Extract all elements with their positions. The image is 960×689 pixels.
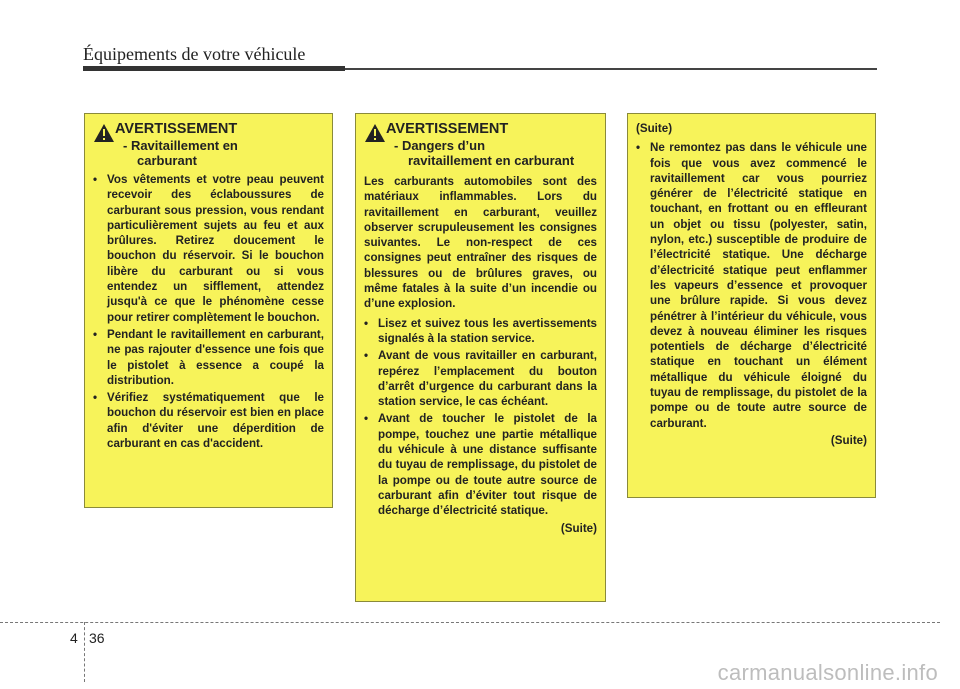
list-item: • Avant de vous ravitailler en carburant, repérez l’emplacement du bouton d’arrêt d’urgence du carburant dans la station service, le cas échéant. — [364, 348, 597, 409]
warning-triangle-icon — [93, 123, 115, 143]
header-bar — [83, 66, 345, 71]
continued-lead: (Suite) — [636, 122, 673, 135]
continued-label: (Suite) — [830, 433, 867, 447]
list-item: • Ne remontez pas dans le véhicule une fois que vous avez commencé le ravitaillement car vous pourriez générer de l’électricité statique en touchant, en frottant ou en effleurant un objet ou tissu (polyester, satin, nylon, etc.) susceptible de produire de l’électricité statique. Une décharge d’électricité statique peut enflammer les vapeurs d’essence et provoquer une brûlure rapide. Si vous devez pénétrer à l’intérieur du véhicule, vous devez à nouveau éliminer les risques potentiels de décharge d’électricité statique en touchant un élément métallique du véhicule éloigné du tuyau de remplissage, du pistolet de la pompe ou de toute autre source de carburant. — [636, 140, 867, 431]
warning-subtitle-line2: carburant — [137, 153, 197, 168]
warning-subtitle — [115, 138, 238, 168]
warning-subtitle-line1: - Dangers d’un — [394, 138, 486, 153]
chapter-number: 4 — [70, 630, 78, 646]
warning-bullet-list — [636, 140, 867, 431]
warning-subtitle-line1: - Ravitaillement en — [123, 138, 238, 153]
warning-box-refueling — [84, 113, 333, 508]
warning-subtitle-line2: ravitaillement en carburant — [408, 153, 575, 168]
warning-triangle-icon — [364, 123, 386, 143]
page-header-title: Équipements de votre véhicule — [83, 44, 306, 64]
warning-header — [93, 121, 324, 168]
list-item: • Vos vêtements et votre peau peuvent recevoir des éclaboussures de carburant sous pression, vous rendant particulièrement sujets au feu et aux brûlures. Retirez doucement le bouchon du réservoir. Si le bouchon libère du carburant ou si vous entendez un sifflement, attendez jusqu'à ce que le phénomène cesse pour retirer complètement le bouchon. — [93, 172, 324, 325]
page-number: 36 — [89, 630, 105, 646]
list-item: • Lisez et suivez tous les avertissements signalés à la station service. — [364, 316, 597, 347]
list-item: • Vérifiez systématiquement que le bouchon du réservoir est bien en place afin d'éviter une déperdition de carburant en cas d'accident. — [93, 390, 324, 451]
warning-box-continued — [627, 113, 876, 498]
list-item: • Pendant le ravitaillement en carburant, ne pas rajouter d'essence une fois que le pistolet à essence a coupé la distribution. — [93, 327, 324, 388]
warning-intro: Les carburants automobiles sont des matériaux inflammables. Lors du ravitaillement en carburant, veuillez observer scrupuleusement les consignes suivantes. Le non-respect de ces consignes peut entraîner des risques de blessures ou de brûlures graves, ou même fatales à la suite d’un incendie ou d’une explosion. — [364, 175, 597, 311]
warning-subtitle — [386, 138, 574, 168]
warning-title: AVERTISSEMENT — [386, 121, 509, 137]
warning-title: AVERTISSEMENT — [115, 121, 238, 137]
continued-label: (Suite) — [560, 521, 597, 535]
warning-bullet-list — [364, 316, 597, 519]
warning-bullet-list — [93, 172, 324, 451]
warning-header — [364, 121, 597, 168]
footer-divider — [0, 622, 940, 623]
footer-vertical-divider — [84, 622, 85, 682]
list-item: • Avant de toucher le pistolet de la pompe, touchez une partie métallique du véhicule à une distance suffisante du tuyau de remplissage, du pistolet de la pompe ou de toute autre source de carburant afin d’éviter tout risque de décharge d’électricité statique. — [364, 411, 597, 518]
warning-box-refueling-dangers — [355, 113, 606, 602]
watermark: carmanualsonline.info — [717, 660, 938, 685]
